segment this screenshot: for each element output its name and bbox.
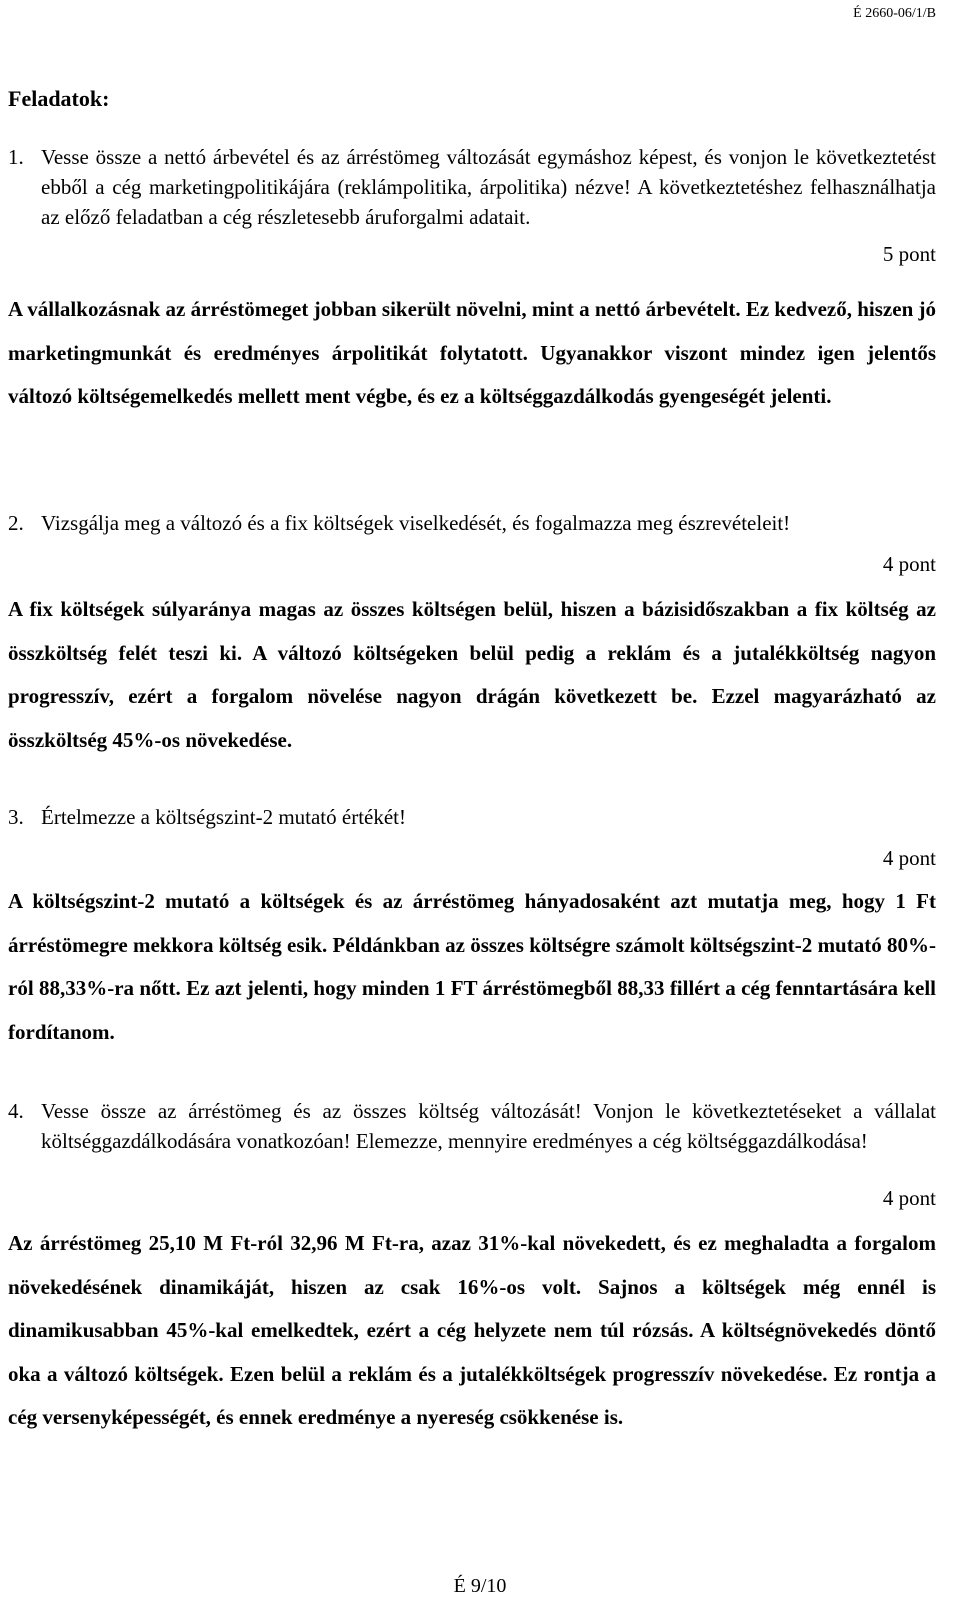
task-number: 4. — [8, 1099, 24, 1123]
task-question-text: Értelmezze a költségszint-2 mutató értékét! — [41, 805, 407, 829]
task-4-question — [8, 1096, 936, 1156]
page-heading: Feladatok: — [8, 86, 110, 111]
task-3-points: 4 pont — [882, 846, 936, 870]
task-2-answer: A fix költségek súlyaránya magas az összes költségen belül, hiszen a bázisidőszakban a fix költség az összköltség felét teszi ki. A változó költségeken belül pedig a reklám és a jutalékköltség nagyon progresszív, ezért a forgalom növelése nagyon drágán következett be. Ezzel magyarázható az összköltség 45%-os növekedése. — [8, 597, 936, 752]
task-1-points: 5 pont — [882, 242, 936, 266]
task-4-points: 4 pont — [882, 1186, 936, 1210]
task-2-question — [8, 508, 936, 538]
task-1-question — [8, 142, 936, 232]
task-question-text: Vesse össze az árréstömeg és az összes költség változását! Vonjon le következtetéseket a vállalat költséggazdálkodására vonatkozóan! Elemezze, mennyire eredményes a cég költséggazdálkodása! — [41, 1099, 936, 1153]
task-1-answer: A vállalkozásnak az árréstömeget jobban sikerült növelni, mint a nettó árbevételt. Ez kedvező, hiszen jó marketingmunkát és eredményes árpolitikát folytatott. Ugyanakkor viszont mindez igen jelentős változó költségemelkedés mellett ment végbe, és ez a költséggazdálkodás gyengeségét jelenti. — [8, 297, 936, 408]
task-3-question — [8, 802, 936, 832]
task-number: 1. — [8, 145, 24, 169]
task-question-text: Vesse össze a nettó árbevétel és az árréstömeg változását egymáshoz képest, és vonjon le következtetést ebből a cég marketingpolitikájára (reklámpolitika, árpolitika) nézve! A következtetéshez felhasználhatja az előző feladatban a cég részletesebb áruforgalmi adatait. — [41, 145, 936, 229]
task-4-answer: Az árréstömeg 25,10 M Ft-ról 32,96 M Ft-ra, azaz 31%-kal növekedett, és ez meghaladta a forgalom növekedésének dinamikáját, hiszen az csak 16%-os volt. Sajnos a költségek még ennél is dinamikusabban 45%-kal emelkedtek, ezért a cég helyzete nem túl rózsás. A költségnövekedés döntő oka a változó költségek. Ezen belül a reklám és a jutalékköltségek progresszív növekedése. Ez rontja a cég versenyképességét, és ennek eredménye a nyereség csökkenése is. — [8, 1231, 936, 1429]
task-number: 3. — [8, 805, 24, 829]
task-question-text: Vizsgálja meg a változó és a fix költségek viselkedését, és fogalmazza meg észrevételeit! — [41, 511, 791, 535]
task-2-points: 4 pont — [882, 552, 936, 576]
document-code: É 2660-06/1/B — [853, 6, 936, 21]
task-3-answer: A költségszint-2 mutató a költségek és az árréstömeg hányadosaként azt mutatja meg, hogy 1 Ft árréstömegre mekkora költség esik. Példánkban az összes költségre számolt költségszint-2 mutató 80%-ról 88,33%-ra nőtt. Ez azt jelenti, hogy minden 1 FT árréstömegből 88,33 fillért a cég fenntartására kell fordítanom. — [8, 889, 936, 1044]
page-number: É 9/10 — [453, 1575, 507, 1597]
task-number: 2. — [8, 511, 24, 535]
